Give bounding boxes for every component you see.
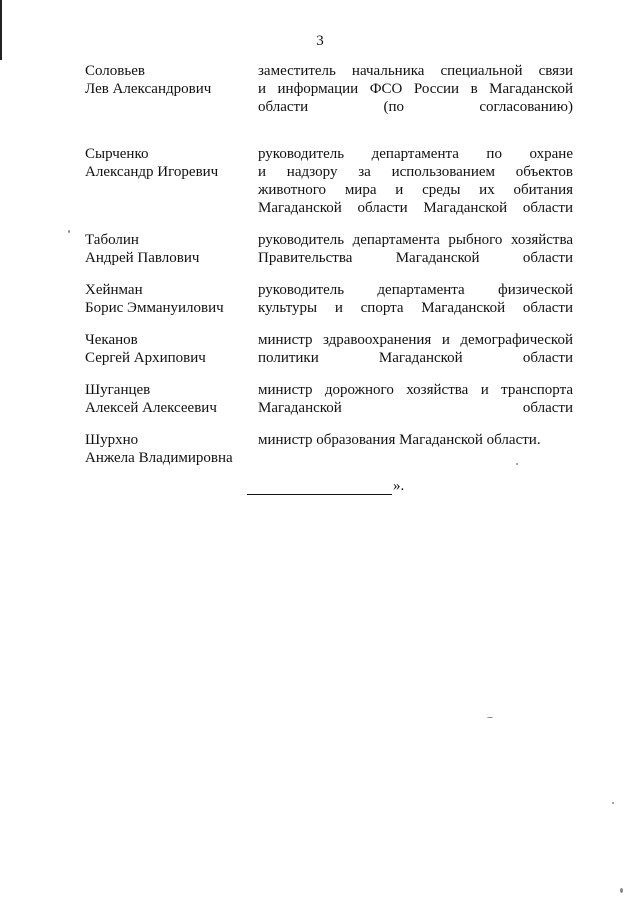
member-given-name: Лев Александрович [85, 81, 212, 97]
member-surname: Чеканов [85, 332, 138, 348]
member-surname: Сырченко [85, 146, 149, 162]
scan-speck [516, 463, 518, 465]
member-name [85, 62, 250, 98]
roster-row [85, 431, 573, 467]
member-surname: Шурхно [85, 432, 139, 448]
roster-row [85, 331, 573, 367]
member-position: министр образования Магаданской области. [258, 432, 541, 448]
member-given-name: Андрей Павлович [85, 250, 200, 266]
roster-row [85, 281, 573, 317]
scan-speck [487, 717, 493, 718]
roster-row [85, 145, 573, 217]
member-name [85, 431, 250, 467]
member-given-name: Сергей Архипович [85, 350, 206, 366]
roster-row [85, 62, 573, 116]
member-name [85, 331, 250, 367]
member-name [85, 231, 250, 267]
page-number: 3 [316, 33, 324, 49]
member-given-name: Алексей Алексеевич [85, 400, 217, 416]
roster-row [85, 231, 573, 267]
member-surname: Соловьев [85, 63, 145, 79]
scan-speck [620, 888, 623, 893]
member-position: заместитель начальника специальной связи и информации ФСО России в Магаданской области (по согласованию) [258, 63, 573, 115]
member-name [85, 145, 250, 181]
member-position: руководитель департамента рыбного хозяйства Правительства Магаданской области [258, 232, 573, 266]
member-given-name: Анжела Владимировна [85, 450, 233, 466]
closing-line [247, 477, 404, 495]
member-surname: Таболин [85, 232, 139, 248]
scan-speck [612, 802, 614, 804]
scan-edge [0, 0, 2, 60]
member-given-name: Александр Игоревич [85, 164, 219, 180]
member-given-name: Борис Эммануилович [85, 300, 224, 316]
member-position: руководитель департамента по охране и надзору за использованием объектов животного мира и среды их обитания Магаданской области Магаданской области [258, 146, 573, 216]
roster-row [85, 381, 573, 417]
member-roster [85, 62, 573, 467]
scan-speck [68, 230, 70, 233]
closing-rule [247, 480, 392, 495]
member-name [85, 381, 250, 417]
member-position: руководитель департамента физической культуры и спорта Магаданской области [258, 282, 573, 316]
member-position: министр здравоохранения и демографической политики Магаданской области [258, 332, 573, 366]
closing-quote-mark: ». [393, 478, 405, 494]
member-surname: Хейнман [85, 282, 143, 298]
member-name [85, 281, 250, 317]
member-position: министр дорожного хозяйства и транспорта Магаданской области [258, 382, 573, 416]
member-surname: Шуганцев [85, 382, 151, 398]
